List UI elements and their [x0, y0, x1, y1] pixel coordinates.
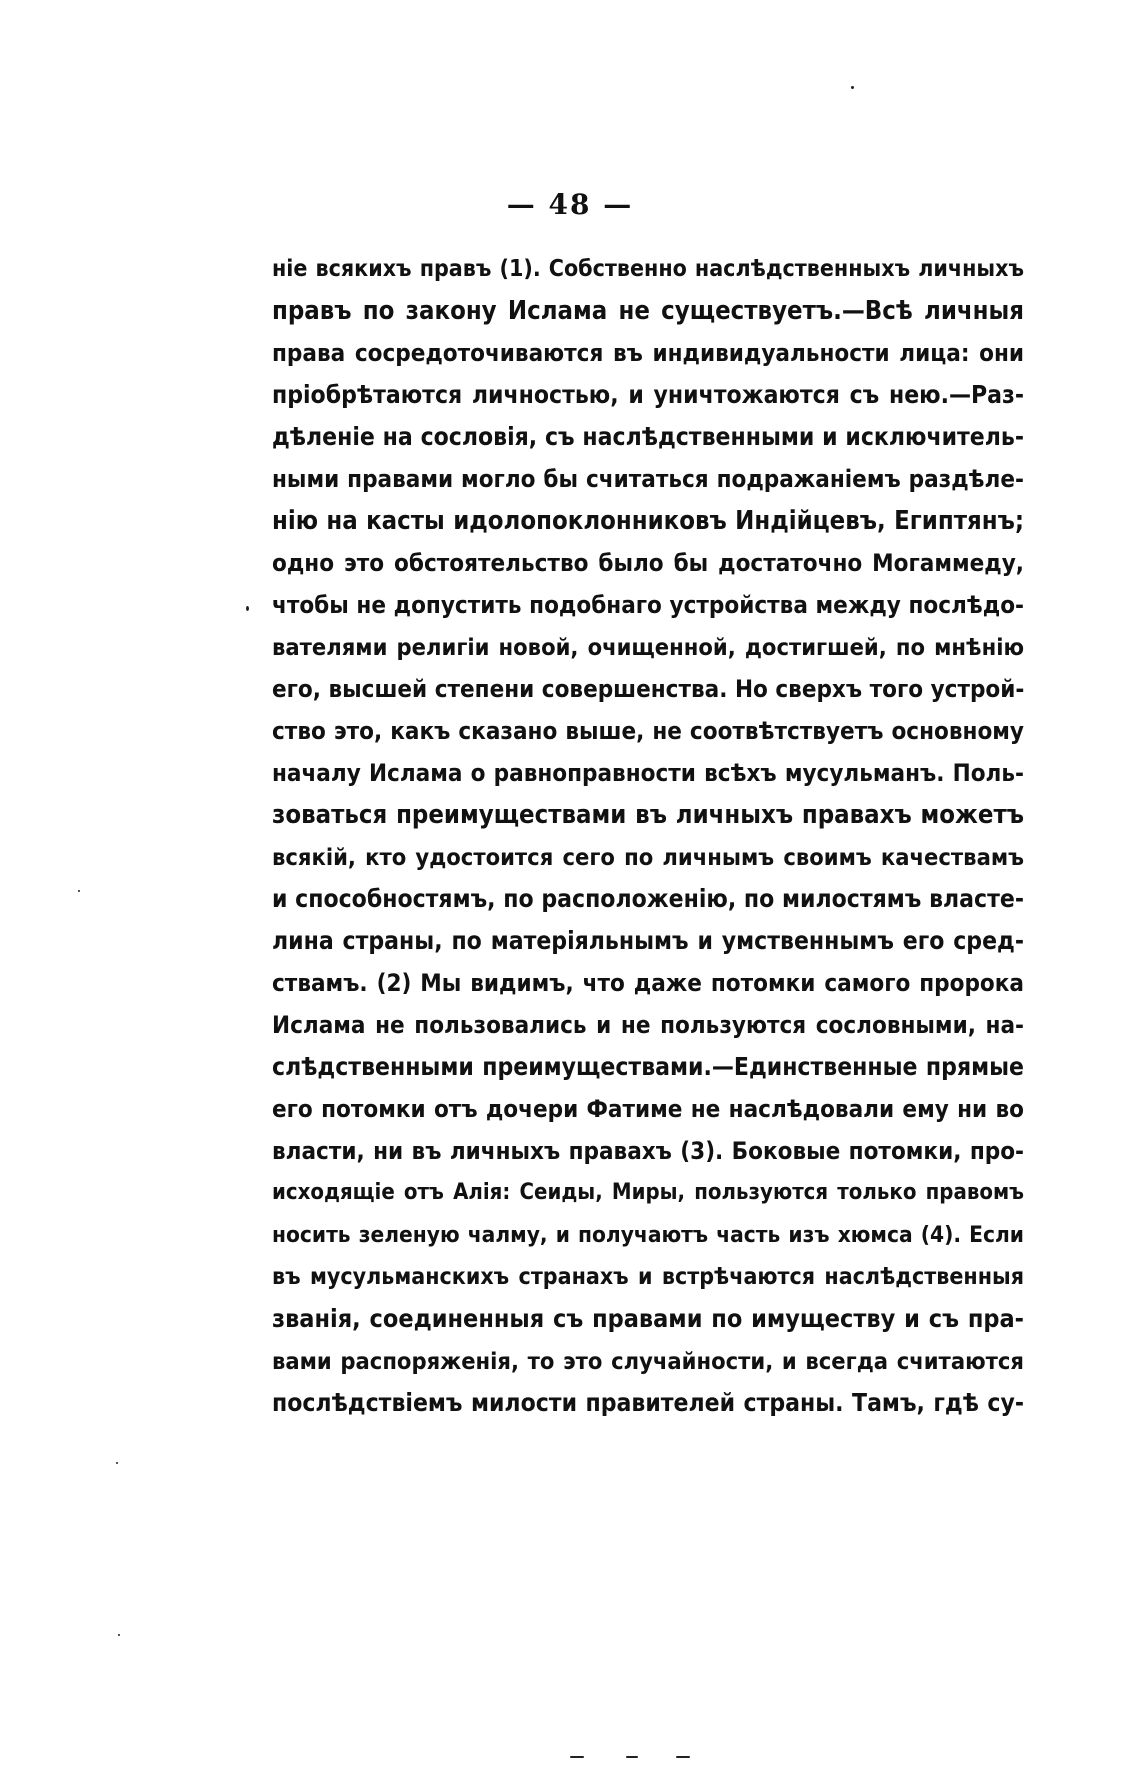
text-line: вателями религіи новой, очищенной, достигшей, по мнѣнію — [272, 633, 1024, 661]
text-line: его, высшей степени совершенства. Но сверхъ того устрой- — [272, 675, 1024, 703]
scan-speck — [246, 606, 249, 611]
scan-speck — [118, 1634, 120, 1636]
text-line: Ислама не пользовались и не пользуются сословными, на- — [272, 1011, 1024, 1039]
page-number: — 48 — — [506, 188, 634, 221]
text-line: дѣленіе на сословія, съ наслѣдственными и исключитель- — [272, 422, 1024, 451]
text-line: пріобрѣтаются личностью, и уничтожаются съ нею.—Раз- — [272, 380, 1024, 409]
scan-speck — [78, 890, 80, 892]
text-line: его потомки отъ дочери Фатиме не наслѣдовали ему ни во — [272, 1095, 1024, 1123]
text-line: и способностямъ, по расположенію, по милостямъ власте- — [272, 884, 1024, 913]
text-line: въ мусульманскихъ странахъ и встрѣчаются наслѣдственныя — [272, 1264, 1024, 1290]
text-line: званія, соединенныя съ правами по имуществу и съ пра- — [272, 1304, 1024, 1333]
scan-speck — [676, 1756, 690, 1758]
scan-speck — [116, 1462, 118, 1464]
text-line: нію на касты идолопоклонниковъ Индійцевъ, Египтянъ; — [272, 506, 1024, 536]
text-line: правъ по закону Ислама не существуетъ.—Всѣ личныя — [272, 296, 1024, 326]
text-line: права сосредоточиваются въ индивидуальности лица: они — [272, 339, 1024, 367]
text-line: зоваться преимуществами въ личныхъ правахъ можетъ — [272, 800, 1024, 830]
text-line: ными правами могло бы считаться подражаніемъ раздѣле- — [272, 465, 1024, 493]
text-line: вами распоряженія, то это случайности, и всегда считаются — [272, 1347, 1024, 1375]
text-line: власти, ни въ личныхъ правахъ (3). Боковые потомки, про- — [272, 1137, 1024, 1165]
text-line: чтобы не допустить подобнаго устройства между послѣдо- — [272, 591, 1024, 619]
text-line: слѣдственными преимуществами.—Единственные прямые — [272, 1052, 1024, 1081]
text-line: одно это обстоятельство было бы достаточно Могаммеду, — [272, 549, 1024, 577]
scan-speck — [626, 1756, 638, 1758]
text-line: носить зеленую чалму, и получаютъ часть изъ хюмса (4). Если — [272, 1222, 1024, 1248]
scan-speck — [570, 1756, 584, 1758]
scan-speck — [851, 86, 854, 89]
text-line: ство это, какъ сказано выше, не соотвѣтствуетъ основному — [272, 717, 1024, 745]
text-line: послѣдствіемъ милости правителей страны. Тамъ, гдѣ су- — [272, 1388, 1024, 1417]
text-line: началу Ислама о равноправности всѣхъ мусульманъ. Поль- — [272, 759, 1024, 787]
text-line: всякій, кто удостоится сего по личнымъ своимъ качествамъ — [272, 843, 1024, 871]
text-line: исходящіе отъ Алія: Сеиды, Миры, пользуются только правомъ — [272, 1180, 1024, 1205]
body-text — [272, 248, 1024, 1424]
text-line: ствамъ. (2) Мы видимъ, что даже потомки самого пророка — [272, 969, 1024, 997]
text-line: лина страны, по матеріяльнымъ и умственнымъ его сред- — [272, 926, 1024, 955]
text-line: ніе всякихъ правъ (1). Собственно наслѣдственныхъ личныхъ — [272, 256, 1024, 282]
